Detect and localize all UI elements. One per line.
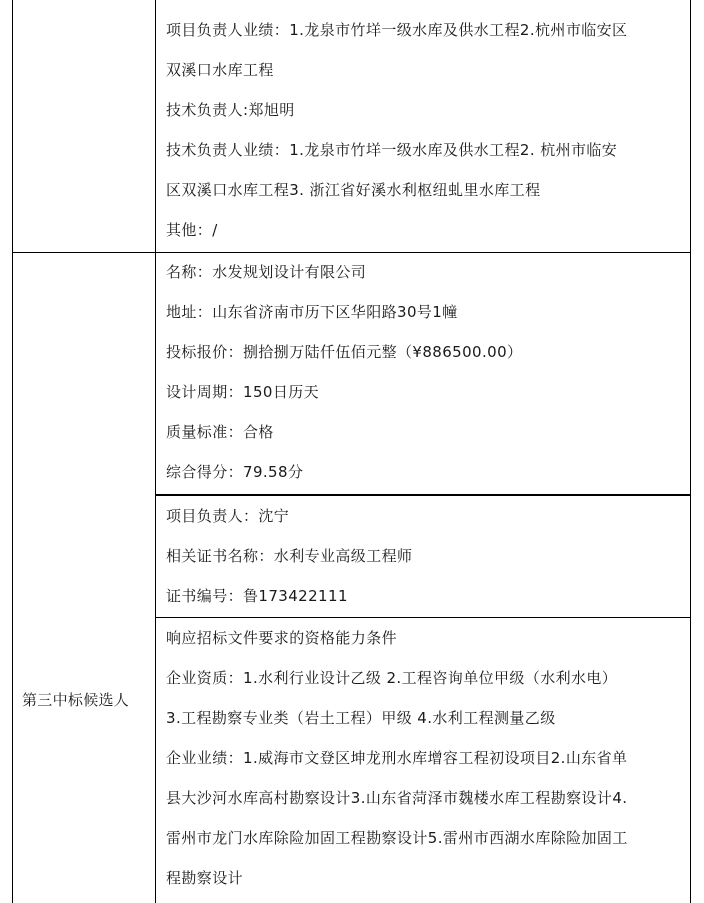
technical-manager-achievements-line-1: 技术负责人业绩：1.龙泉市竹垟一级水库及供水工程2. 杭州市临安 <box>166 141 618 159</box>
enterprise-qualification-line-2: 3.工程勘察专业类（岩土工程）甲级 4.水利工程测量乙级 <box>166 709 556 727</box>
project-manager-achievements-line-1: 项目负责人业绩：1.龙泉市竹垟一级水库及供水工程2.杭州市临安区 <box>166 21 628 39</box>
enterprise-achievements-line-4: 程勘察设计 <box>166 869 244 887</box>
certificate-name: 相关证书名称：水利专业高级工程师 <box>166 547 413 565</box>
project-manager-cell <box>166 496 686 616</box>
design-period: 设计周期：150日历天 <box>166 383 320 401</box>
table-column-divider <box>155 0 156 903</box>
technical-manager-achievements-line-2: 区双溪口水库工程3. 浙江省好溪水利枢纽虬里水库工程 <box>166 181 541 199</box>
table-border-right <box>690 0 691 903</box>
table-border-left <box>12 0 13 903</box>
other-info: 其他：/ <box>166 221 218 239</box>
quality-standard: 质量标准：合格 <box>166 423 274 441</box>
company-info-cell <box>166 252 686 492</box>
qualification-cell <box>166 618 686 898</box>
enterprise-achievements-line-1: 企业业绩：1.威海市文登区坤龙刑水库增容工程初设项目2.山东省单 <box>166 749 628 767</box>
company-name: 名称：水发规划设计有限公司 <box>166 263 367 281</box>
project-manager-achievements-line-2: 双溪口水库工程 <box>166 61 274 79</box>
enterprise-achievements-line-2: 县大沙河水库高村勘察设计3.山东省菏泽市魏楼水库工程勘察设计4. <box>166 789 628 807</box>
bid-price: 投标报价：捌拾捌万陆仟伍佰元整（¥886500.00） <box>166 343 523 361</box>
certificate-number: 证书编号：鲁173422111 <box>166 587 348 605</box>
technical-manager: 技术负责人:郑旭明 <box>166 101 295 119</box>
enterprise-qualification-line-1: 企业资质：1.水利行业设计乙级 2.工程咨询单位甲级（水利水电） <box>166 669 618 687</box>
total-score: 综合得分：79.58分 <box>166 463 304 481</box>
company-address: 地址：山东省济南市历下区华阳路30号1幢 <box>166 303 458 321</box>
previous-candidate-info-cell <box>166 10 686 250</box>
third-candidate-label: 第三中标候选人 <box>22 691 130 709</box>
qualification-heading: 响应招标文件要求的资格能力条件 <box>166 629 398 647</box>
project-manager: 项目负责人：沈宁 <box>166 507 290 525</box>
enterprise-achievements-line-3: 雷州市龙门水库除险加固工程勘察设计5.雷州市西湖水库除险加固工 <box>166 829 628 847</box>
